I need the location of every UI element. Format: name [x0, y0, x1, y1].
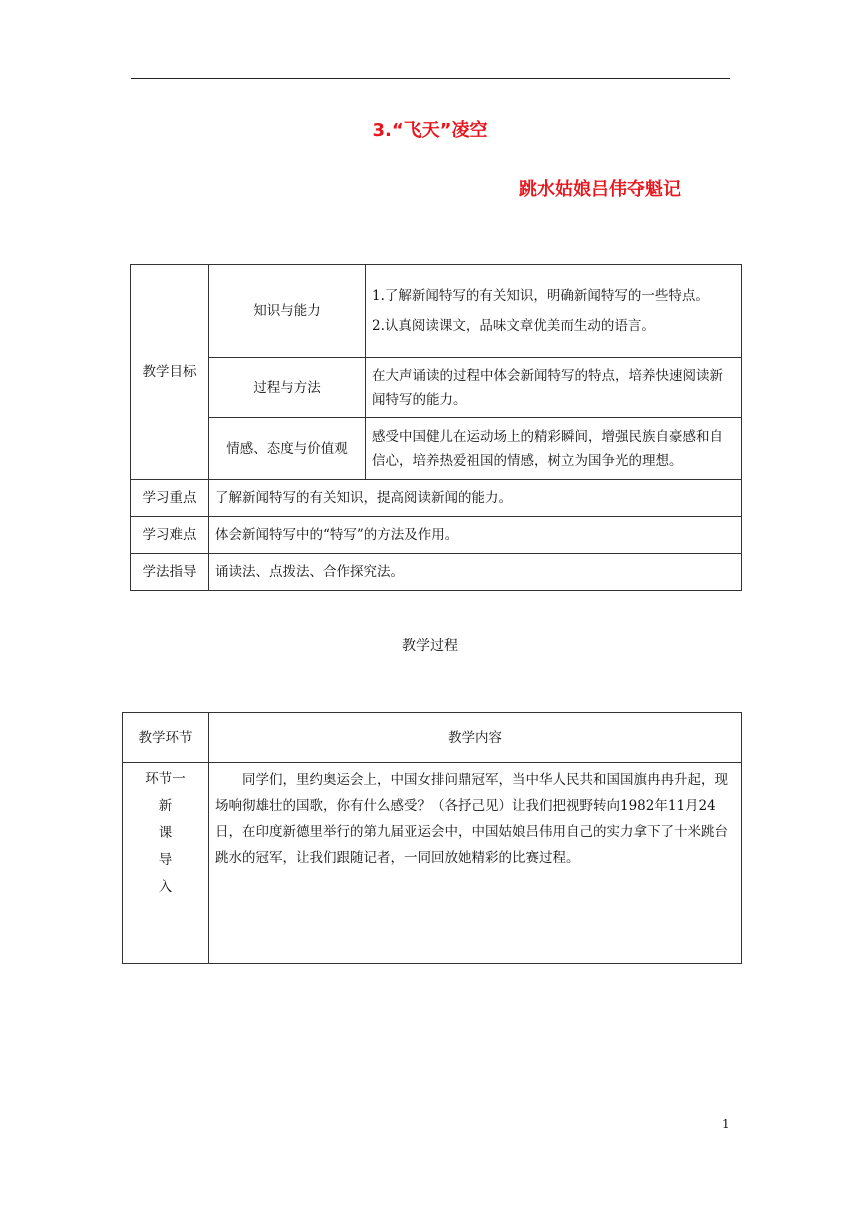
- objective-item: 2.认真阅读课文，品味文章优美而生动的语言。: [372, 318, 655, 334]
- lesson-subtitle: 跳水姑娘吕伟夺魁记: [519, 179, 681, 200]
- page-number: 1: [722, 1117, 730, 1131]
- table-row: [131, 554, 742, 591]
- row-label: 学法指导: [131, 554, 209, 591]
- objectives-table: [130, 264, 742, 591]
- objective-text-cell: [366, 265, 742, 358]
- process-table: [122, 712, 742, 964]
- table-row: [131, 265, 742, 358]
- row-label: 学习重点: [131, 480, 209, 517]
- header-stage: 教学环节: [123, 713, 209, 763]
- table-row: [131, 418, 742, 480]
- category-cell: 过程与方法: [209, 358, 366, 418]
- lesson-title: 3.“飞天”凌空: [372, 120, 488, 141]
- row-label: 学习难点: [131, 517, 209, 554]
- row-text: 了解新闻特写的有关知识，提高阅读新闻的能力。: [209, 480, 742, 517]
- table-row: [131, 517, 742, 554]
- objective-item: 1.了解新闻特写的有关知识，明确新闻特写的一些特点。: [372, 288, 709, 304]
- table-row: [131, 480, 742, 517]
- stage-line: 新: [158, 798, 173, 814]
- stage-cell: [123, 763, 209, 964]
- stage-line: 导: [158, 852, 173, 868]
- header-rule: [131, 78, 730, 79]
- table-row: [123, 713, 742, 763]
- stage-line: 环节一: [145, 771, 186, 787]
- category-cell: 知识与能力: [209, 265, 366, 358]
- content-cell: 同学们，里约奥运会上，中国女排问鼎冠军，当中华人民共和国国旗冉冉升起，现场响彻雄壮的国歌，你有什么感受？（各抒己见）让我们把视野转向1982年11月24日，在印度新德里举行的第九届亚运会中，中国姑娘吕伟用自己的实力拿下了十米跳台跳水的冠军，让我们跟随记者，一同回放她精彩的比赛过程。: [209, 763, 742, 964]
- objective-text-cell: 在大声诵读的过程中体会新闻特写的特点，培养快速阅读新闻特写的能力。: [366, 358, 742, 418]
- table-row: [131, 358, 742, 418]
- header-content: 教学内容: [209, 713, 742, 763]
- category-cell: 情感、态度与价值观: [209, 418, 366, 480]
- process-heading: 教学过程: [402, 638, 458, 654]
- objective-label: 教学目标: [131, 265, 209, 480]
- table-row: [123, 763, 742, 964]
- objective-text-cell: 感受中国健儿在运动场上的精彩瞬间，增强民族自豪感和自信心，培养热爱祖国的情感，树立为国争光的理想。: [366, 418, 742, 480]
- stage-line: 课: [158, 825, 173, 841]
- stage-line: 入: [158, 879, 173, 895]
- row-text: 诵读法、点拨法、合作探究法。: [209, 554, 742, 591]
- row-text: 体会新闻特写中的“特写”的方法及作用。: [209, 517, 742, 554]
